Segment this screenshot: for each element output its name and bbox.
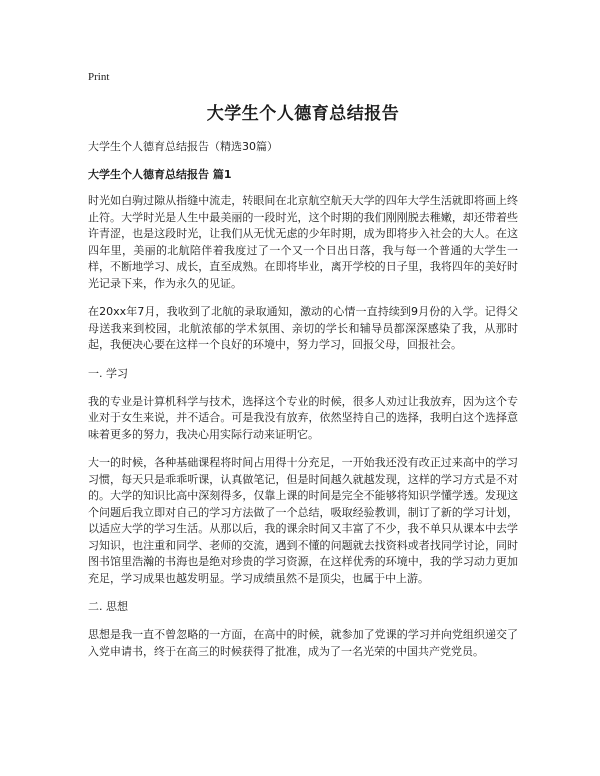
paragraph-intro: 时光如白驹过隙从指缝中流走，转眼间在北京航空航天大学的四年大学生活就即将画上终止符。大学时光是人生中最美丽的一段时光，这个时期的我们刚刚脱去稚嫩，却还带着些许青涩，也是这段时光，让我们从无忧无虑的少年时期，成为即将步入社会的大人。在这四年里，美丽的北航陪伴着我度过了一个又一个日出日落，我与每一个普通的大学生一样，不断地学习、成长，直至成熟。在即将毕业，离开学校的日子里，我将四年的美好时光记录下来，作为永久的见证。	[88, 194, 518, 290]
paragraph-thought: 思想是我一直不曾忽略的一方面，在高中的时候，就参加了党课的学习并向党组织递交了入党申请书，终于在高三的时候获得了批准，成为了一名光荣的中国共产党党员。	[88, 628, 518, 658]
paragraph-study-freshman: 大一的时候，各种基础课程将时间占用得十分充足，一开始我还没有改正过来高中的学习习惯，每天只是乖乖听课，认真做笔记，但是时间越久就越发现，这样的学习方式是不对的。大学的知识比高中深刻得多，仅靠上课的时间是完全不能够将知识学懂学透。发现这个问题后我立即对自己的学习方法做了一个总结，吸取经验教训，制订了新的学习计划，以适应大学的学习生活。从那以后，我的课余时间又丰富了不少，我不单只从课本中去学习知识，也注重和同学、老师的交流，遇到不懂的问题就去找资料或者找同学讨论，同时图书馆里浩瀚的书海也是绝对珍贵的学习资源，在这样优秀的环境中，我的学习动力更加充足，学习成果也越发明显。学习成绩虽然不是顶尖，也属于中上游。	[88, 456, 518, 585]
heading-thought: 二. 思想	[88, 600, 128, 613]
heading-study: 一. 学习	[88, 366, 128, 380]
section-heading: 大学生个人德育总结报告 篇1	[88, 168, 232, 181]
paragraph-admission: 在20xx年7月，我收到了北航的录取通知，激动的心情一直持续到9月份的入学。记得父母送我来到校园，北航浓郁的学术氛围、亲切的学长和辅导员都深深感染了我，从那时起，我便决心要在这样一个良好的环境中，努力学习，回报父母，回报社会。	[88, 305, 518, 351]
document-page	[88, 70, 518, 672]
document-subtitle: 大学生个人德育总结报告（精选30篇）	[88, 140, 278, 153]
paragraph-study-major: 我的专业是计算机科学与技术，选择这个专业的时候，很多人劝过让我放弃，因为这个专业对于女生来说，并不适合。可是我没有放弃，依然坚持自己的选择，我明白这个选择意味着更多的努力，我决心用实际行动来证明它。	[88, 394, 518, 441]
page-title: 大学生个人德育总结报告	[206, 104, 400, 124]
print-label[interactable]: Print	[88, 71, 110, 83]
